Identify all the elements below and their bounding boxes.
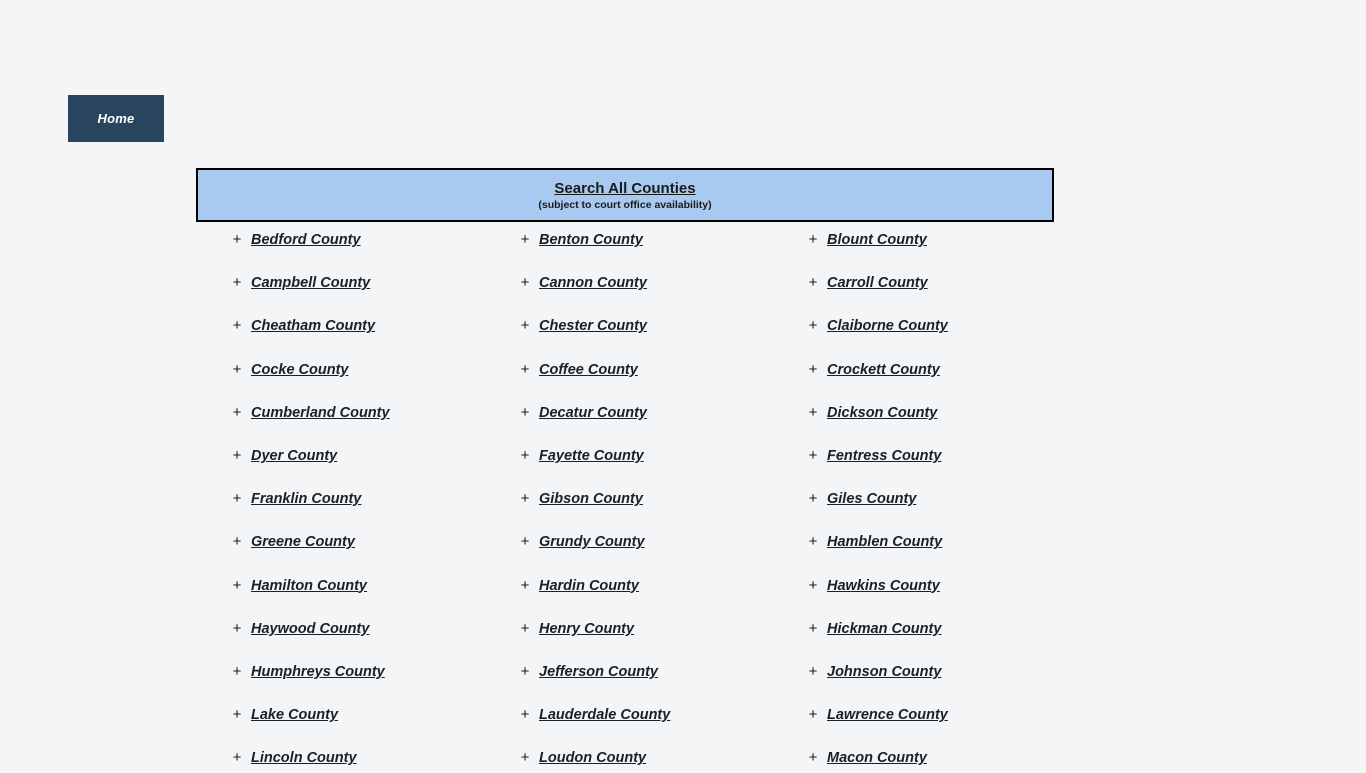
county-link[interactable]: Hamblen County <box>827 534 943 551</box>
search-all-counties-link[interactable]: Search All Counties <box>554 179 696 197</box>
home-button-label: Home <box>97 111 135 126</box>
county-link[interactable]: Lauderdale County <box>539 707 671 724</box>
plus-icon[interactable]: + <box>520 231 530 248</box>
list-item[interactable] <box>520 232 808 255</box>
list-item[interactable] <box>520 318 808 341</box>
county-link[interactable]: Jefferson County <box>539 663 658 680</box>
plus-icon[interactable]: + <box>808 662 818 680</box>
plus-icon[interactable]: + <box>808 619 818 637</box>
county-link[interactable]: Cumberland County <box>251 404 390 421</box>
plus-icon[interactable]: + <box>520 446 530 464</box>
plus-icon[interactable]: + <box>520 360 530 378</box>
list-item[interactable] <box>520 448 808 471</box>
plus-icon[interactable]: + <box>232 446 242 464</box>
plus-icon[interactable]: + <box>520 317 530 335</box>
plus-icon[interactable]: + <box>232 360 242 378</box>
plus-icon[interactable]: + <box>520 274 530 292</box>
plus-icon[interactable]: + <box>808 576 818 594</box>
plus-icon[interactable]: + <box>808 360 818 378</box>
list-item[interactable] <box>232 448 520 471</box>
list-item[interactable] <box>520 405 808 428</box>
county-link[interactable]: Fayette County <box>539 447 644 464</box>
plus-icon[interactable]: + <box>520 490 530 508</box>
plus-icon[interactable]: + <box>232 706 242 724</box>
list-item[interactable] <box>520 621 808 644</box>
county-link[interactable]: Cheatham County <box>251 318 376 335</box>
list-item[interactable] <box>232 750 520 773</box>
list-item[interactable] <box>232 707 520 730</box>
county-link[interactable]: Johnson County <box>827 663 942 680</box>
plus-icon[interactable]: + <box>232 274 242 292</box>
list-item[interactable] <box>232 362 520 385</box>
list-item[interactable] <box>232 621 520 644</box>
plus-icon[interactable]: + <box>520 403 530 421</box>
list-item[interactable] <box>808 750 1096 773</box>
plus-icon[interactable]: + <box>232 490 242 508</box>
plus-icon[interactable]: + <box>808 490 818 508</box>
plus-icon[interactable]: + <box>808 403 818 421</box>
plus-icon[interactable]: + <box>520 576 530 594</box>
search-all-counties-banner[interactable] <box>196 168 1054 222</box>
list-item[interactable] <box>520 491 808 514</box>
list-item[interactable] <box>520 750 808 773</box>
list-item[interactable] <box>808 664 1096 687</box>
county-link[interactable]: Haywood County <box>251 620 370 637</box>
county-link[interactable]: Bedford County <box>251 232 361 248</box>
list-item[interactable] <box>808 491 1096 514</box>
list-item[interactable] <box>232 578 520 601</box>
list-item[interactable] <box>232 405 520 428</box>
list-item[interactable] <box>808 362 1096 385</box>
list-item[interactable] <box>808 448 1096 471</box>
list-item[interactable] <box>232 232 520 255</box>
counties-list <box>232 232 1132 773</box>
list-item[interactable] <box>520 578 808 601</box>
plus-icon[interactable]: + <box>808 231 818 248</box>
list-item[interactable] <box>232 664 520 687</box>
county-link[interactable]: Cocke County <box>251 361 349 378</box>
county-link[interactable]: Gibson County <box>539 491 643 508</box>
plus-icon[interactable]: + <box>520 619 530 637</box>
plus-icon[interactable]: + <box>808 706 818 724</box>
plus-icon[interactable]: + <box>232 231 242 248</box>
plus-icon[interactable]: + <box>232 533 242 551</box>
plus-icon[interactable]: + <box>808 446 818 464</box>
county-link[interactable]: Dyer County <box>251 447 338 464</box>
county-link[interactable]: Fentress County <box>827 447 942 464</box>
plus-icon[interactable]: + <box>520 533 530 551</box>
plus-icon[interactable]: + <box>232 662 242 680</box>
list-item[interactable] <box>232 491 520 514</box>
county-link[interactable]: Dickson County <box>827 404 938 421</box>
county-link[interactable]: Hardin County <box>539 577 639 594</box>
list-item[interactable] <box>232 534 520 557</box>
list-item[interactable] <box>808 318 1096 341</box>
county-link[interactable]: Coffee County <box>539 361 638 378</box>
list-item[interactable] <box>520 707 808 730</box>
plus-icon[interactable]: + <box>520 662 530 680</box>
county-link[interactable]: Macon County <box>827 750 927 767</box>
county-link[interactable]: Benton County <box>539 232 643 248</box>
list-item[interactable] <box>808 405 1096 428</box>
plus-icon[interactable]: + <box>232 619 242 637</box>
plus-icon[interactable]: + <box>520 706 530 724</box>
list-item[interactable] <box>808 232 1096 255</box>
plus-icon[interactable]: + <box>808 533 818 551</box>
county-link[interactable]: Blount County <box>827 232 927 248</box>
county-link[interactable]: Carroll County <box>827 275 928 292</box>
county-link[interactable]: Crockett County <box>827 361 940 378</box>
plus-icon[interactable]: + <box>232 403 242 421</box>
plus-icon[interactable]: + <box>808 749 818 767</box>
plus-icon[interactable]: + <box>232 749 242 767</box>
county-link[interactable]: Giles County <box>827 491 917 508</box>
county-link[interactable]: Greene County <box>251 534 355 551</box>
county-link[interactable]: Cannon County <box>539 275 647 292</box>
county-link[interactable]: Franklin County <box>251 491 362 508</box>
county-link[interactable]: Chester County <box>539 318 647 335</box>
plus-icon[interactable]: + <box>808 274 818 292</box>
plus-icon[interactable]: + <box>520 749 530 767</box>
list-item[interactable] <box>520 362 808 385</box>
county-link[interactable]: Henry County <box>539 620 635 637</box>
list-item[interactable] <box>808 621 1096 644</box>
list-item[interactable] <box>520 534 808 557</box>
list-item[interactable] <box>520 664 808 687</box>
plus-icon[interactable]: + <box>808 317 818 335</box>
list-item[interactable] <box>232 275 520 298</box>
county-link[interactable]: Hickman County <box>827 620 942 637</box>
home-button[interactable] <box>68 95 164 142</box>
county-link[interactable]: Lawrence County <box>827 707 948 724</box>
county-link[interactable]: Lincoln County <box>251 750 357 767</box>
plus-icon[interactable]: + <box>232 576 242 594</box>
list-item[interactable] <box>808 578 1096 601</box>
list-item[interactable] <box>808 275 1096 298</box>
county-link[interactable]: Lake County <box>251 707 339 724</box>
list-item[interactable] <box>520 275 808 298</box>
county-link[interactable]: Campbell County <box>251 275 371 292</box>
list-item[interactable] <box>232 318 520 341</box>
list-item[interactable] <box>808 534 1096 557</box>
county-link[interactable]: Loudon County <box>539 750 647 767</box>
list-item[interactable] <box>808 707 1096 730</box>
county-link[interactable]: Hawkins County <box>827 577 940 594</box>
plus-icon[interactable]: + <box>232 317 242 335</box>
county-link[interactable]: Claiborne County <box>827 318 948 335</box>
county-link[interactable]: Decatur County <box>539 404 647 421</box>
county-link[interactable]: Grundy County <box>539 534 645 551</box>
search-all-counties-subtitle: (subject to court office availability) <box>538 198 712 211</box>
county-link[interactable]: Humphreys County <box>251 663 385 680</box>
county-link[interactable]: Hamilton County <box>251 577 367 594</box>
